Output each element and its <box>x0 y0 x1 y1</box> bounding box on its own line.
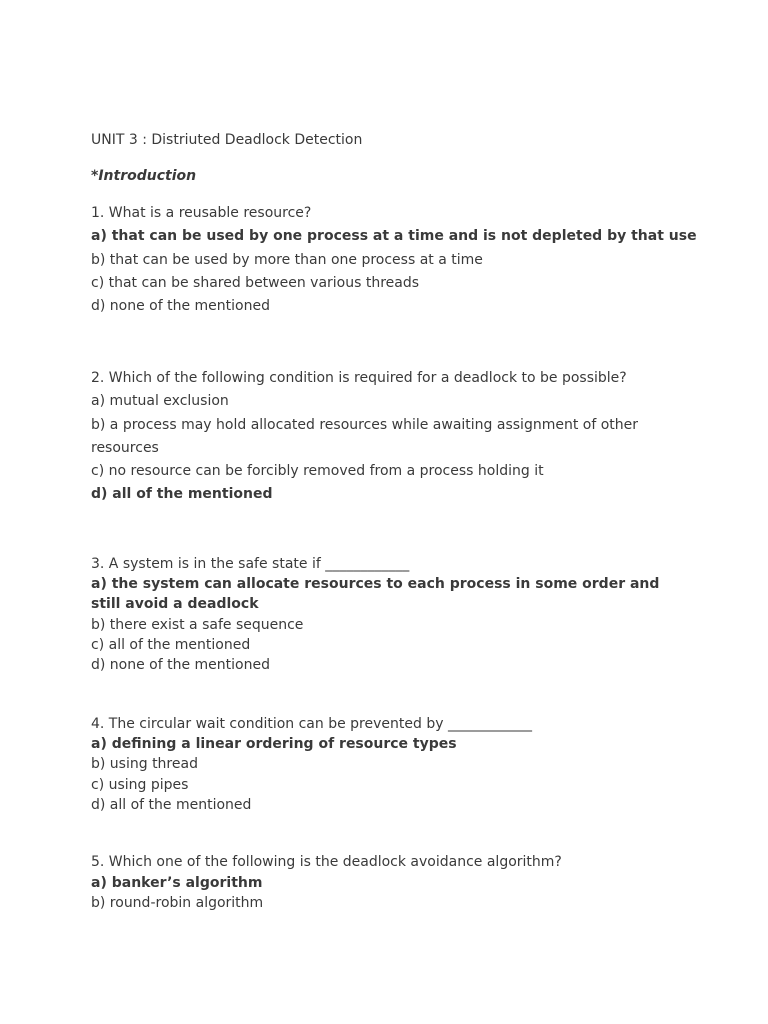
page-title: UNIT 3 : Distriuted Deadlock Detection <box>91 132 363 148</box>
answer-option-correct: a) the system can allocate resources to each process in some order and still avoid a deadlock <box>91 576 660 613</box>
question-text: 3. A system is in the safe state if ____________ <box>91 556 410 572</box>
answer-option: c) that can be shared between various threads <box>91 274 420 291</box>
answer-option-correct: d) all of the mentioned <box>91 486 273 503</box>
answer-option: b) a process may hold allocated resources while awaiting assignment of other resources <box>91 416 639 456</box>
section-heading: *Introduction <box>91 168 197 184</box>
question-text: 2. Which of the following condition is required for a deadlock to be possible? <box>91 370 627 386</box>
question-4 <box>91 714 691 815</box>
answer-option: d) none of the mentioned <box>91 657 270 674</box>
question-text: 1. What is a reusable resource? <box>91 205 312 221</box>
question-text: 4. The circular wait condition can be prevented by ____________ <box>91 716 532 732</box>
answer-option-correct: a) that can be used by one process at a time and is not depleted by that use <box>91 228 697 245</box>
answer-option: c) all of the mentioned <box>91 636 251 653</box>
question-5 <box>91 852 691 914</box>
answer-option: d) none of the mentioned <box>91 298 270 315</box>
answer-option: c) using pipes <box>91 776 189 793</box>
answer-option-correct: a) banker’s algorithm <box>91 874 263 891</box>
answer-option: b) round-robin algorithm <box>91 895 264 912</box>
question-3 <box>91 554 691 675</box>
answer-option: b) that can be used by more than one process at a time <box>91 251 483 268</box>
answer-option: c) no resource can be forcibly removed from a process holding it <box>91 463 544 480</box>
question-text: 5. Which one of the following is the deadlock avoidance algorithm? <box>91 854 562 870</box>
answer-option-correct: a) defining a linear ordering of resource types <box>91 736 457 753</box>
answer-option: b) using thread <box>91 756 198 773</box>
question-1 <box>91 202 697 318</box>
answer-option: b) there exist a safe sequence <box>91 616 304 633</box>
answer-option: a) mutual exclusion <box>91 393 229 410</box>
question-2 <box>91 367 691 507</box>
answer-option: d) all of the mentioned <box>91 796 252 813</box>
